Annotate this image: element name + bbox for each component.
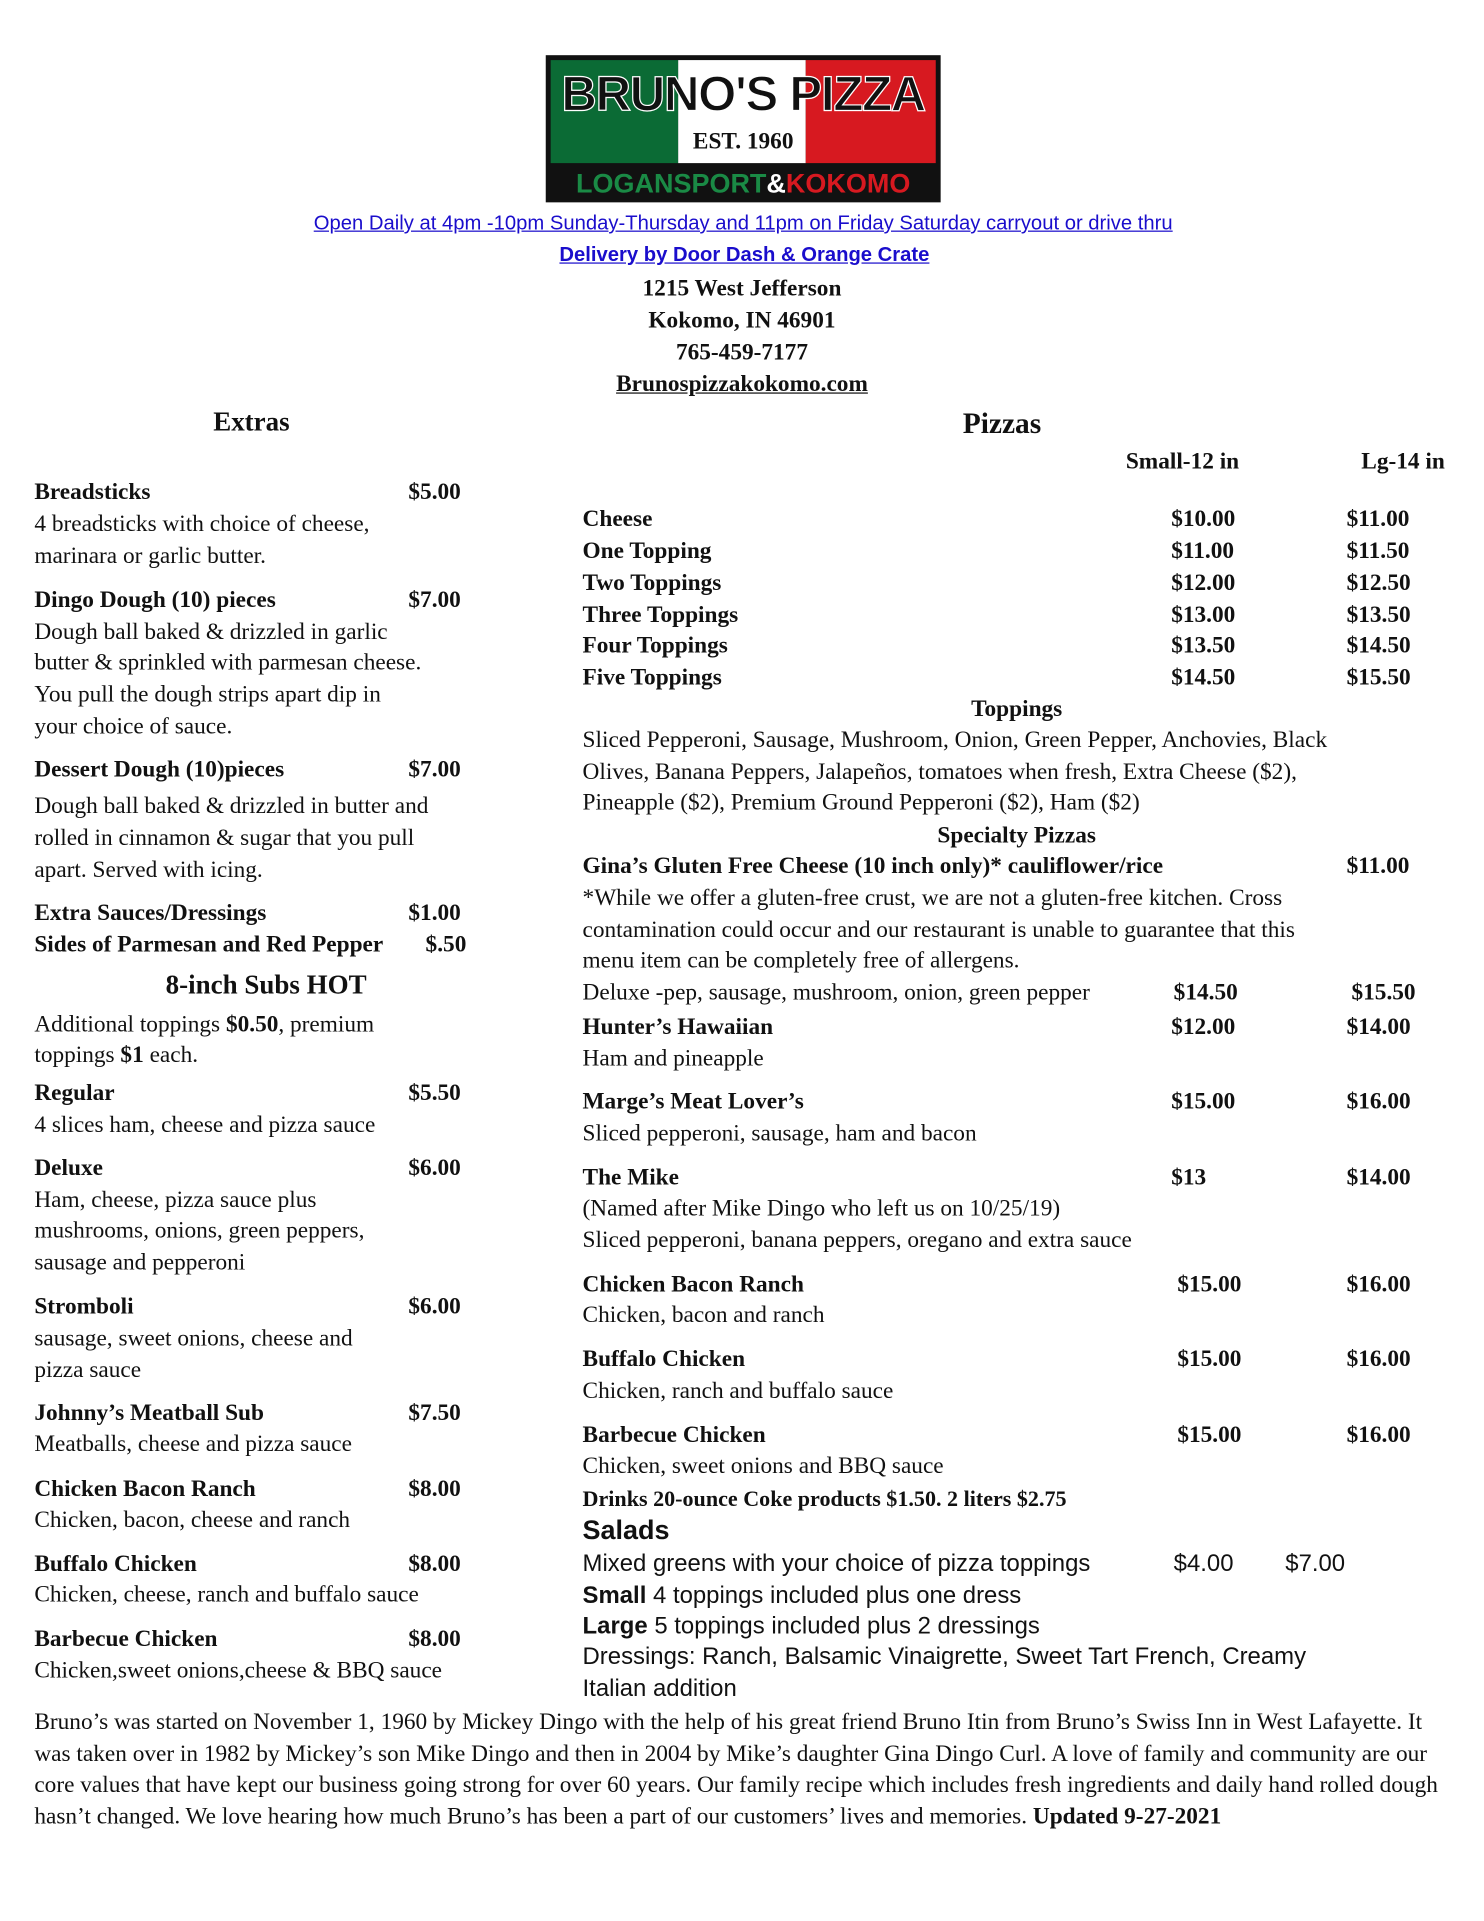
subs-heading: 8-inch Subs HOT <box>165 968 367 1000</box>
sub-item-price: $5.50 <box>408 1080 461 1107</box>
specialty-small-price: $12.00 <box>1171 1014 1236 1040</box>
salad-dressings: Dressings: Ranch, Balsamic Vinaigrette, Sweet Tart French, Creamy <box>582 1643 1307 1671</box>
sub-item-desc: Chicken, bacon, cheese and ranch <box>34 1507 351 1533</box>
subs-note: Additional toppings $0.50, premium <box>34 1011 375 1038</box>
pizza-small-price: $14.50 <box>1171 664 1236 691</box>
website-link[interactable]: Brunospizzakokomo.com <box>616 371 868 398</box>
sub-item-desc: Ham, cheese, pizza sauce plus <box>34 1187 317 1213</box>
drinks-line: Drinks 20-ounce Coke products $1.50. 2 liters $2.75 <box>582 1486 1067 1511</box>
address-line1: 1215 West Jefferson <box>642 275 842 302</box>
deluxe-small-price: $14.50 <box>1173 979 1238 1006</box>
extras-item-desc: Dough ball baked & drizzled in garlic <box>34 619 388 646</box>
pizza-large-price: $11.00 <box>1346 506 1410 533</box>
gluten-note: menu item can be completely free of allergens. <box>582 948 1020 974</box>
extras-item-price: $1.00 <box>408 900 461 926</box>
sub-item-name: Regular <box>34 1080 115 1107</box>
specialty-small-price: $13 <box>1171 1165 1207 1191</box>
pizza-large-price: $14.50 <box>1346 632 1411 659</box>
brunos-pizza-logo <box>546 55 941 202</box>
specialty-desc: Sliced pepperoni, sausage, ham and bacon <box>582 1120 977 1147</box>
specialty-name: Marge’s Meat Lover’s <box>582 1089 804 1115</box>
salads-line: Mixed greens with your choice of pizza toppings <box>582 1550 1091 1578</box>
specialty-desc: (Named after Mike Dingo who left us on 10/25/19) <box>582 1195 1061 1222</box>
toppings-line: Olives, Banana Peppers, Jalapeños, tomatoes when fresh, Extra Cheese ($2), <box>582 759 1297 785</box>
sub-item-name: Barbecue Chicken <box>34 1626 218 1652</box>
salad-dressings-2: Italian addition <box>582 1675 737 1703</box>
deluxe-pizza-name: Deluxe -pep, sausage, mushroom, onion, green pepper <box>582 979 1090 1006</box>
extras-item-price: $7.00 <box>408 756 461 783</box>
salad-small-price: $4.00 <box>1173 1550 1234 1578</box>
pizza-small-price: $10.00 <box>1171 506 1236 533</box>
extras-item-name: Sides of Parmesan and Red Pepper <box>34 932 384 958</box>
extras-item-desc: Dough ball baked & drizzled in butter and <box>34 793 429 820</box>
specialty-name: Barbecue Chicken <box>582 1422 766 1449</box>
extras-item-desc: apart. Served with icing. <box>34 857 263 884</box>
pizza-large-price: $11.50 <box>1346 538 1410 565</box>
extras-item-desc: rolled in cinnamon & sugar that you pull <box>34 825 415 852</box>
pizza-item-name: Two Toppings <box>582 570 722 597</box>
extras-item-price: $7.00 <box>408 587 461 614</box>
pizza-small-price: $12.00 <box>1171 570 1236 597</box>
sub-item-desc: sausage, sweet onions, cheese and <box>34 1325 353 1352</box>
logo-est: EST. 1960 <box>692 128 794 155</box>
sub-item-name: Buffalo Chicken <box>34 1551 197 1578</box>
specialty-name: The Mike <box>582 1165 679 1191</box>
sub-item-desc: sausage and pepperoni <box>34 1249 246 1276</box>
extras-item-name: Dingo Dough (10) pieces <box>34 587 276 614</box>
logo-title: BRUNO'S PIZZA <box>561 67 926 122</box>
specialty-large-price: $16.00 <box>1346 1271 1411 1298</box>
pizza-item-name: Three Toppings <box>582 602 739 628</box>
sub-item-name: Stromboli <box>34 1293 134 1320</box>
sub-item-price: $8.00 <box>408 1626 461 1652</box>
pizza-item-name: Five Toppings <box>582 664 722 691</box>
pizza-large-price: $12.50 <box>1346 570 1411 597</box>
pizza-small-price: $13.50 <box>1171 632 1236 659</box>
sub-item-price: $8.00 <box>408 1551 461 1578</box>
specialty-desc: Chicken, ranch and buffalo sauce <box>582 1378 894 1405</box>
logo-logansport: LOGANSPORT <box>576 168 767 199</box>
sub-item-desc: Meatballs, cheese and pizza sauce <box>34 1431 352 1457</box>
sub-item-desc: pizza sauce <box>34 1357 142 1384</box>
specialty-name: Buffalo Chicken <box>582 1346 746 1373</box>
deluxe-large-price: $15.50 <box>1351 979 1416 1006</box>
col-large-header: Lg-14 in <box>1361 448 1445 475</box>
specialty-small-price: $15.00 <box>1177 1422 1242 1449</box>
sub-item-price: $8.00 <box>408 1476 461 1503</box>
pizzas-heading: Pizzas <box>962 408 1042 441</box>
extras-item-name: Dessert Dough (10)pieces <box>34 756 285 783</box>
pizza-small-price: $11.00 <box>1171 538 1235 565</box>
gluten-note: contamination could occur and our restaurant is unable to guarantee that this <box>582 917 1295 944</box>
logo-amp: & <box>766 168 786 199</box>
specialty-large-price: $14.00 <box>1346 1014 1411 1040</box>
gluten-free-price: $11.00 <box>1346 853 1410 880</box>
address-line2: Kokomo, IN 46901 <box>648 307 836 334</box>
pizza-item-name: Four Toppings <box>582 632 728 659</box>
extras-item-price: $.50 <box>425 932 467 958</box>
specialty-large-price: $16.00 <box>1346 1089 1411 1115</box>
sub-item-price: $6.00 <box>408 1293 461 1320</box>
sub-item-name: Deluxe <box>34 1155 103 1182</box>
pizza-large-price: $15.50 <box>1346 664 1411 691</box>
sub-item-price: $7.50 <box>408 1400 461 1427</box>
sub-item-desc: 4 slices ham, cheese and pizza sauce <box>34 1112 376 1139</box>
specialty-small-price: $15.00 <box>1177 1271 1242 1298</box>
extras-item-desc: You pull the dough strips apart dip in <box>34 681 381 708</box>
sub-item-desc: mushrooms, onions, green peppers, <box>34 1217 365 1244</box>
extras-item-desc: butter & sprinkled with parmesan cheese. <box>34 649 422 676</box>
updated-date: Updated 9-27-2021 <box>1032 1803 1222 1830</box>
specialty-small-price: $15.00 <box>1171 1089 1236 1115</box>
specialty-heading: Specialty Pizzas <box>937 822 1096 849</box>
col-small-header: Small-12 in <box>1125 448 1240 475</box>
specialty-desc: Sliced pepperoni, banana peppers, oregano and extra sauce <box>582 1227 1132 1254</box>
extras-item-desc: 4 breadsticks with choice of cheese, <box>34 511 370 538</box>
gluten-note: *While we offer a gluten-free crust, we are not a gluten-free kitchen. Cross <box>582 885 1283 912</box>
subs-note-2: toppings $1 each. <box>34 1042 199 1069</box>
specialty-name: Hunter’s Hawaiian <box>582 1014 774 1040</box>
pizza-small-price: $13.00 <box>1171 602 1236 628</box>
salad-large: Large 5 toppings included plus 2 dressings <box>582 1612 1040 1640</box>
salads-heading: Salads <box>582 1514 670 1546</box>
history-paragraph: Bruno’s was started on November 1, 1960 by Mickey Dingo with the help of his great friend Bruno Itin from Bruno’s Swiss Inn in West Lafayette. It was taken over in 1982 by Mickey’s son Mike Dingo and then in 2004 by Mike’s daughter Gina Dingo Curl. A love of family and community are our core values that have kept our business going strong for over 60 years. Our family recipe which includes fresh ingredients and daily hand rolled dough hasn’t changed. We love hearing how much Bruno’s has been a part of our customers’ lives and memories. Updated 9-27-2021 <box>34 1709 1438 1830</box>
pizza-item-name: Cheese <box>582 506 653 533</box>
extras-item-price: $5.00 <box>408 479 461 506</box>
specialty-desc: Chicken, sweet onions and BBQ sauce <box>582 1453 944 1480</box>
specialty-name: Chicken Bacon Ranch <box>582 1271 804 1298</box>
phone: 765-459-7177 <box>675 339 808 366</box>
pizza-item-name: One Topping <box>582 538 712 565</box>
delivery-link[interactable]: Delivery by Door Dash & Orange Crate <box>559 244 930 267</box>
sub-item-desc: Chicken,sweet onions,cheese & BBQ sauce <box>34 1658 443 1684</box>
pizza-large-price: $13.50 <box>1346 602 1411 628</box>
sub-item-desc: Chicken, cheese, ranch and buffalo sauce <box>34 1582 419 1608</box>
logo-kokomo: KOKOMO <box>785 168 911 199</box>
salad-small: Small 4 toppings included plus one dress <box>582 1582 1022 1610</box>
sub-item-name: Chicken Bacon Ranch <box>34 1476 256 1503</box>
toppings-line: Pineapple ($2), Premium Ground Pepperoni ($2), Ham ($2) <box>582 789 1140 816</box>
extras-item-name: Breadsticks <box>34 479 151 506</box>
extras-item-name: Extra Sauces/Dressings <box>34 900 267 926</box>
extras-heading: Extras <box>213 405 290 437</box>
specialty-desc: Chicken, bacon and ranch <box>582 1302 825 1329</box>
extras-item-desc: marinara or garlic butter. <box>34 543 266 570</box>
hours-link[interactable]: Open Daily at 4pm -10pm Sunday-Thursday and 11pm on Friday Saturday carryout or drive thru <box>313 212 1173 235</box>
toppings-line: Sliced Pepperoni, Sausage, Mushroom, Onion, Green Pepper, Anchovies, Black <box>582 727 1328 754</box>
sub-item-price: $6.00 <box>408 1155 461 1182</box>
salad-large-price: $7.00 <box>1285 1550 1346 1578</box>
specialty-large-price: $14.00 <box>1346 1165 1411 1191</box>
specialty-large-price: $16.00 <box>1346 1346 1411 1373</box>
gluten-free-name: Gina’s Gluten Free Cheese (10 inch only)* cauliflower/rice <box>582 853 1164 880</box>
sub-item-name: Johnny’s Meatball Sub <box>34 1400 264 1427</box>
specialty-large-price: $16.00 <box>1346 1422 1411 1449</box>
extras-item-desc: your choice of sauce. <box>34 713 233 740</box>
toppings-heading: Toppings <box>971 696 1063 723</box>
specialty-small-price: $15.00 <box>1177 1346 1242 1373</box>
specialty-desc: Ham and pineapple <box>582 1046 764 1072</box>
